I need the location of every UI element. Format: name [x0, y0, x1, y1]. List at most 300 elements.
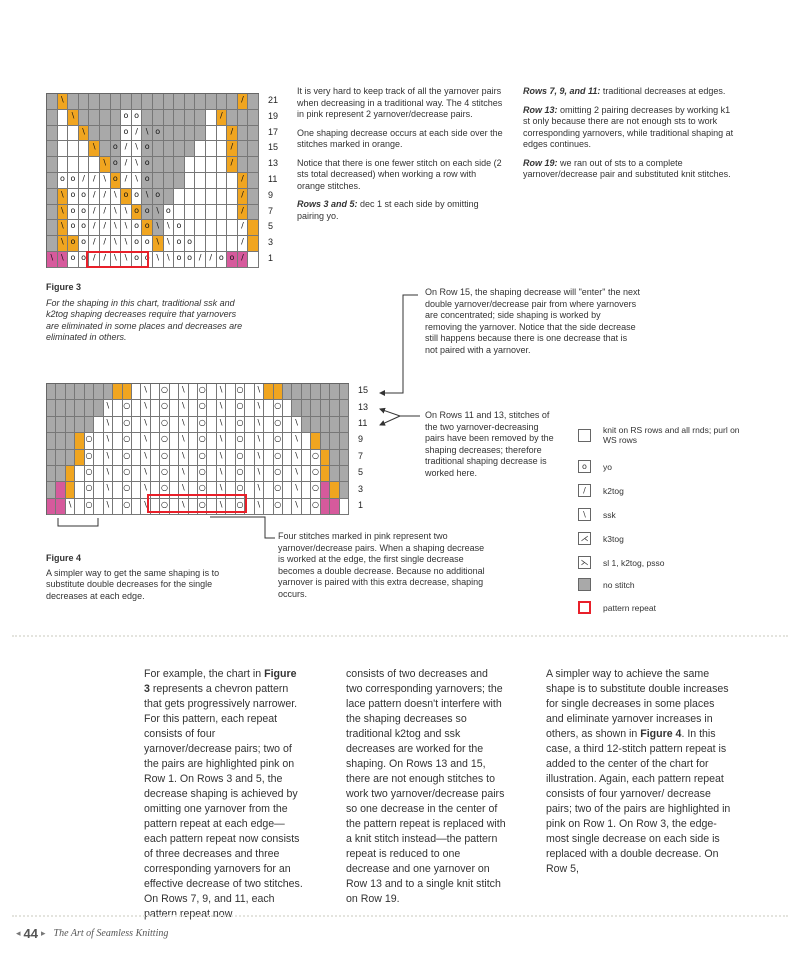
chart-cell [100, 110, 111, 126]
chart-cell [47, 94, 58, 110]
chart-cell [226, 466, 235, 482]
chart-cell: \ [179, 450, 188, 466]
chart-cell [47, 400, 56, 416]
chart-cell: / [227, 157, 238, 173]
row11-13-note-text: On Rows 11 and 13, stitches of the two yarnover-decreasing pairs have been removed by the shaping decreases; therefore traditional shaping decrease is worked here. [425, 410, 554, 478]
chart-cell: o [142, 205, 153, 221]
chart-cell [321, 482, 330, 498]
chart-cell [68, 94, 79, 110]
chart-cell [174, 110, 185, 126]
chart-cell [56, 466, 65, 482]
chart-cell [58, 126, 69, 142]
chart-cell: / [89, 205, 100, 221]
chart-cell [68, 126, 79, 142]
chart-cell [321, 499, 330, 515]
footer-divider [12, 915, 788, 917]
chart-cell: ○ [198, 400, 207, 416]
legend-item [578, 460, 743, 473]
chart-cell [75, 417, 84, 433]
footer-right-mark: ▸ [41, 928, 46, 938]
chart-cell [174, 126, 185, 142]
chart-cell [164, 126, 175, 142]
chart-cell [227, 189, 238, 205]
chart-cell [153, 94, 164, 110]
chart-cell [185, 173, 196, 189]
chart-cell: \ [179, 384, 188, 400]
chart-cell: \ [255, 417, 264, 433]
chart-cell: \ [141, 400, 150, 416]
chart-cell [113, 450, 122, 466]
chart-cell [111, 94, 122, 110]
page-number: 44 [23, 926, 38, 941]
chart-cell: ○ [274, 499, 283, 515]
chart-cell: o [174, 252, 185, 268]
chart-cell: \ [111, 236, 122, 252]
chart-cell [56, 433, 65, 449]
chart-cell: ○ [236, 384, 245, 400]
chart-cell: \ [58, 205, 69, 221]
chart-cell: \ [255, 450, 264, 466]
row15-note [425, 287, 640, 363]
chart-cell [311, 400, 320, 416]
figure3-notes-col1 [297, 86, 503, 229]
row-number: 9 [268, 189, 274, 200]
chart-cell [217, 94, 228, 110]
chart-cell: / [89, 220, 100, 236]
chart-cell [79, 94, 90, 110]
section-divider [12, 635, 788, 637]
chart-cell [206, 94, 217, 110]
chart-cell [238, 157, 249, 173]
chart-cell: \ [132, 141, 143, 157]
body-column-2 [346, 667, 506, 907]
chart-cell: o [142, 252, 153, 268]
chart-cell: ○ [198, 417, 207, 433]
row15-note-text: On Row 15, the shaping decrease will "enter" the next double yarnover/decrease pair from where yarnovers are concentrated; side shaping is worked by removing the yarnover. Notice that the side decrease still happens because there is one decrease that is not paired with a yarnover. [425, 287, 641, 355]
chart-cell: ○ [311, 450, 320, 466]
chart-cell: / [238, 205, 249, 221]
chart-cell [330, 433, 339, 449]
chart-cell [185, 189, 196, 205]
chart-cell: o [185, 236, 196, 252]
chart-cell [206, 236, 217, 252]
chart-cell: \ [179, 400, 188, 416]
chart-cell [311, 417, 320, 433]
chart-cell: o [164, 205, 175, 221]
chart-cell: \ [141, 466, 150, 482]
chart-cell: o [121, 189, 132, 205]
chart-cell [245, 433, 254, 449]
chart-cell: o [132, 252, 143, 268]
chart-cell [311, 433, 320, 449]
chart-cell [321, 433, 330, 449]
chart-cell: \ [66, 499, 75, 515]
chart-cell [206, 157, 217, 173]
chart-cell: \ [217, 384, 226, 400]
chart-cell [330, 400, 339, 416]
chart-cell: \ [255, 466, 264, 482]
chart-cell [170, 466, 179, 482]
chart-cell [226, 384, 235, 400]
chart-cell [238, 141, 249, 157]
chart-cell: o [132, 110, 143, 126]
chart-cell [121, 94, 132, 110]
chart-cell [330, 417, 339, 433]
chart-cell [264, 384, 273, 400]
chart-cell: ○ [123, 433, 132, 449]
note-p4-text: dec 1 st each side by omitting pairing yo. [297, 199, 479, 221]
chart-cell [89, 110, 100, 126]
chart-cell [164, 189, 175, 205]
chart-cell: ○ [85, 499, 94, 515]
chart-cell [79, 157, 90, 173]
chart-cell: \ [153, 236, 164, 252]
chart-cell: \ [58, 189, 69, 205]
chart-cell: / [238, 220, 249, 236]
chart-cell [66, 384, 75, 400]
col3-text-a: A simpler way to achieve the same shape is to substitute double increases for single decreases in some places and eliminate yarnover increases in others, as shown in [546, 668, 729, 740]
chart-cell: \ [153, 220, 164, 236]
chart-cell [89, 126, 100, 142]
chart-cell [217, 220, 228, 236]
chart-cell: o [58, 173, 69, 189]
note-p3: Notice that there is one fewer stitch on each side (2 sts total decreased) when working a row with orange stitches. [297, 157, 502, 191]
chart-cell [195, 110, 206, 126]
chart-cell: o [142, 220, 153, 236]
chart-cell [104, 384, 113, 400]
chart-cell: o [132, 189, 143, 205]
chart-cell [226, 433, 235, 449]
chart-cell [206, 173, 217, 189]
chart-cell: o [68, 173, 79, 189]
chart-cell [75, 433, 84, 449]
chart-cell: ○ [198, 499, 207, 515]
legend-symbol-icon: \ [578, 508, 591, 521]
figure3-chart [46, 93, 259, 268]
chart-cell: \ [104, 499, 113, 515]
chart-cell [321, 400, 330, 416]
row-number: 15 [268, 142, 279, 153]
chart-cell: \ [164, 220, 175, 236]
chart-cell: \ [255, 482, 264, 498]
chart-cell [47, 110, 58, 126]
legend-label: ssk [603, 509, 616, 520]
chart-cell: \ [164, 252, 175, 268]
chart-cell: \ [142, 126, 153, 142]
chart-cell: \ [255, 499, 264, 515]
note-p4-label: Rows 3 and 5: [297, 199, 358, 209]
chart-cell: ○ [274, 417, 283, 433]
chart-cell [248, 220, 259, 236]
chart-cell [185, 141, 196, 157]
chart-cell: / [100, 236, 111, 252]
chart-cell: o [79, 252, 90, 268]
legend-label: k2tog [603, 485, 624, 496]
chart-cell: ○ [236, 433, 245, 449]
chart-cell: \ [255, 400, 264, 416]
chart-cell [340, 384, 349, 400]
chart-cell [47, 499, 56, 515]
chart-cell [207, 384, 216, 400]
chart-cell [164, 94, 175, 110]
chart-cell [321, 384, 330, 400]
chart-cell [132, 433, 141, 449]
chart-cell: o [121, 126, 132, 142]
chart-cell [195, 220, 206, 236]
chart-cell [66, 417, 75, 433]
chart-cell: / [79, 173, 90, 189]
row-number: 17 [268, 126, 279, 137]
chart-cell: ○ [160, 384, 169, 400]
chart-cell [79, 141, 90, 157]
chart-cell [174, 94, 185, 110]
chart-cell [75, 499, 84, 515]
chart-cell: ○ [123, 400, 132, 416]
chart-cell [151, 384, 160, 400]
chart-cell: \ [104, 482, 113, 498]
chart-cell [66, 466, 75, 482]
chart-cell [170, 400, 179, 416]
chart-cell [217, 205, 228, 221]
chart-cell: ○ [85, 450, 94, 466]
chart-cell: \ [58, 94, 69, 110]
chart-cell: \ [179, 466, 188, 482]
chart-cell [217, 173, 228, 189]
chart-cell [189, 417, 198, 433]
legend-symbol-icon [578, 601, 591, 614]
row-number: 13 [358, 401, 369, 412]
chart-cell: o [79, 220, 90, 236]
legend-item [578, 578, 743, 591]
chart-cell [142, 94, 153, 110]
chart-cell [94, 466, 103, 482]
figure4-caption [46, 553, 246, 602]
chart-cell: o [68, 220, 79, 236]
note-p6-text: omitting 2 pairing decreases by working k1 st only because there are not enough sts to work corresponding yarnovers, while traditional shaping at edges continues. [523, 104, 734, 149]
chart-cell: \ [179, 433, 188, 449]
chart-cell: o [142, 157, 153, 173]
chart-cell [217, 189, 228, 205]
chart-cell [164, 110, 175, 126]
pink-note [278, 531, 490, 607]
chart-cell: \ [111, 205, 122, 221]
chart-cell [321, 417, 330, 433]
chart-cell: ○ [160, 450, 169, 466]
chart-cell [207, 400, 216, 416]
figure4-pattern-repeat [147, 494, 247, 513]
chart-cell: ○ [236, 499, 245, 515]
chart-cell: o [153, 189, 164, 205]
footer-left-mark: ◂ [16, 928, 21, 938]
chart-cell: \ [111, 189, 122, 205]
chart-cell [47, 189, 58, 205]
chart-cell: \ [217, 400, 226, 416]
chart-cell: \ [79, 126, 90, 142]
chart-cell: o [79, 205, 90, 221]
body-column-1 [144, 667, 304, 922]
chart-cell [113, 400, 122, 416]
chart-cell [185, 110, 196, 126]
chart-cell: ○ [85, 433, 94, 449]
chart-cell [94, 433, 103, 449]
chart-cell [94, 482, 103, 498]
note-p6 [523, 105, 735, 151]
legend-label: no stitch [603, 579, 635, 590]
chart-cell [189, 466, 198, 482]
chart-cell: o [79, 189, 90, 205]
chart-cell [217, 141, 228, 157]
row-number: 11 [358, 418, 368, 428]
body-column-3 [546, 667, 731, 877]
row-number: 15 [358, 385, 369, 396]
chart-cell: o [111, 157, 122, 173]
chart-cell [75, 482, 84, 498]
chart-cell [58, 141, 69, 157]
chart-cell [56, 384, 65, 400]
chart-cell [174, 189, 185, 205]
chart-cell: \ [47, 252, 58, 268]
chart-cell: o [142, 173, 153, 189]
chart-cell [47, 466, 56, 482]
chart-cell [206, 126, 217, 142]
chart-cell: \ [217, 482, 226, 498]
note-p7 [523, 158, 735, 181]
legend-item [578, 508, 743, 521]
figure4-arrows [370, 285, 430, 535]
chart-cell [264, 482, 273, 498]
chart-cell [56, 482, 65, 498]
chart-cell [206, 205, 217, 221]
chart-cell: ○ [236, 466, 245, 482]
chart-cell [94, 417, 103, 433]
chart-cell [217, 236, 228, 252]
chart-cell: o [68, 205, 79, 221]
chart-cell [113, 499, 122, 515]
chart-cell: o [68, 236, 79, 252]
chart-cell [340, 433, 349, 449]
chart-cell: \ [121, 205, 132, 221]
chart-cell [89, 94, 100, 110]
chart-cell: \ [100, 173, 111, 189]
chart-cell: \ [141, 499, 150, 515]
chart-cell: \ [292, 450, 301, 466]
chart-cell: ○ [85, 466, 94, 482]
row-number: 3 [268, 237, 274, 248]
row11-13-note [425, 410, 560, 486]
chart-cell [248, 189, 259, 205]
chart-cell [153, 173, 164, 189]
chart-cell: \ [292, 482, 301, 498]
legend-symbol-icon: o [578, 460, 591, 473]
chart-cell: o [121, 110, 132, 126]
chart-cell [56, 450, 65, 466]
chart-cell [185, 157, 196, 173]
chart-cell [311, 384, 320, 400]
chart-cell [94, 499, 103, 515]
chart-cell: ○ [160, 433, 169, 449]
chart-cell: / [227, 141, 238, 157]
chart-cell: ○ [160, 417, 169, 433]
figure3-caption-text: For the shaping in this chart, traditional ssk and k2tog shaping decreases require that yarnovers are eliminated in some places and decreases are eliminated in others. [46, 297, 243, 342]
chart-cell [330, 482, 339, 498]
chart-cell: ○ [311, 482, 320, 498]
chart-cell [248, 205, 259, 221]
chart-cell: \ [121, 252, 132, 268]
row-number: 19 [268, 110, 279, 121]
chart-cell [248, 110, 259, 126]
chart-cell: \ [58, 236, 69, 252]
row-number: 5 [268, 221, 274, 232]
chart-cell [47, 157, 58, 173]
footer [16, 926, 168, 941]
chart-cell [66, 400, 75, 416]
row-number: 5 [358, 467, 364, 478]
chart-cell [75, 384, 84, 400]
chart-cell: ○ [160, 466, 169, 482]
chart-cell [164, 173, 175, 189]
chart-cell [330, 499, 339, 515]
chart-cell [302, 384, 311, 400]
col1-figure-ref: Figure 3 [144, 668, 297, 695]
chart-cell: \ [141, 482, 150, 498]
chart-cell: / [227, 126, 238, 142]
chart-cell [47, 417, 56, 433]
chart-cell [75, 450, 84, 466]
chart-cell [132, 466, 141, 482]
note-p7-label: Row 19: [523, 157, 558, 168]
legend-label: pattern repeat [603, 602, 656, 613]
chart-cell: o [153, 126, 164, 142]
chart-cell: \ [217, 433, 226, 449]
chart-cell [292, 384, 301, 400]
chart-cell [170, 433, 179, 449]
chart-cell: \ [132, 173, 143, 189]
chart-cell [47, 482, 56, 498]
chart-cell: / [195, 252, 206, 268]
chart-cell: o [174, 236, 185, 252]
legend-symbol-icon: ⋌ [578, 532, 591, 545]
chart-cell [302, 466, 311, 482]
chart-cell [226, 417, 235, 433]
chart-cell [151, 417, 160, 433]
chart-cell [248, 252, 259, 268]
note-p6-label: Row 13: [523, 104, 558, 115]
chart-cell: ○ [160, 499, 169, 515]
chart-cell [132, 482, 141, 498]
chart-cell: ○ [123, 450, 132, 466]
chart-cell [264, 450, 273, 466]
chart-cell [47, 220, 58, 236]
figure4-caption-text: A simpler way to get the same shaping is to substitute double decreases for the single decreases at each edge. [46, 567, 220, 601]
chart-cell: \ [164, 236, 175, 252]
chart-cell [245, 417, 254, 433]
chart-cell [207, 466, 216, 482]
chart-cell: o [68, 189, 79, 205]
col1-text-a: For example, the chart in [144, 668, 265, 680]
chart-cell [195, 126, 206, 142]
chart-cell [132, 499, 141, 515]
chart-cell [217, 126, 228, 142]
chart-cell [248, 173, 259, 189]
chart-cell [340, 417, 349, 433]
chart-cell: o [79, 236, 90, 252]
chart-cell [153, 141, 164, 157]
chart-cell [248, 236, 259, 252]
chart-cell [302, 433, 311, 449]
chart-cell [227, 220, 238, 236]
chart-cell [185, 94, 196, 110]
chart-cell [164, 141, 175, 157]
